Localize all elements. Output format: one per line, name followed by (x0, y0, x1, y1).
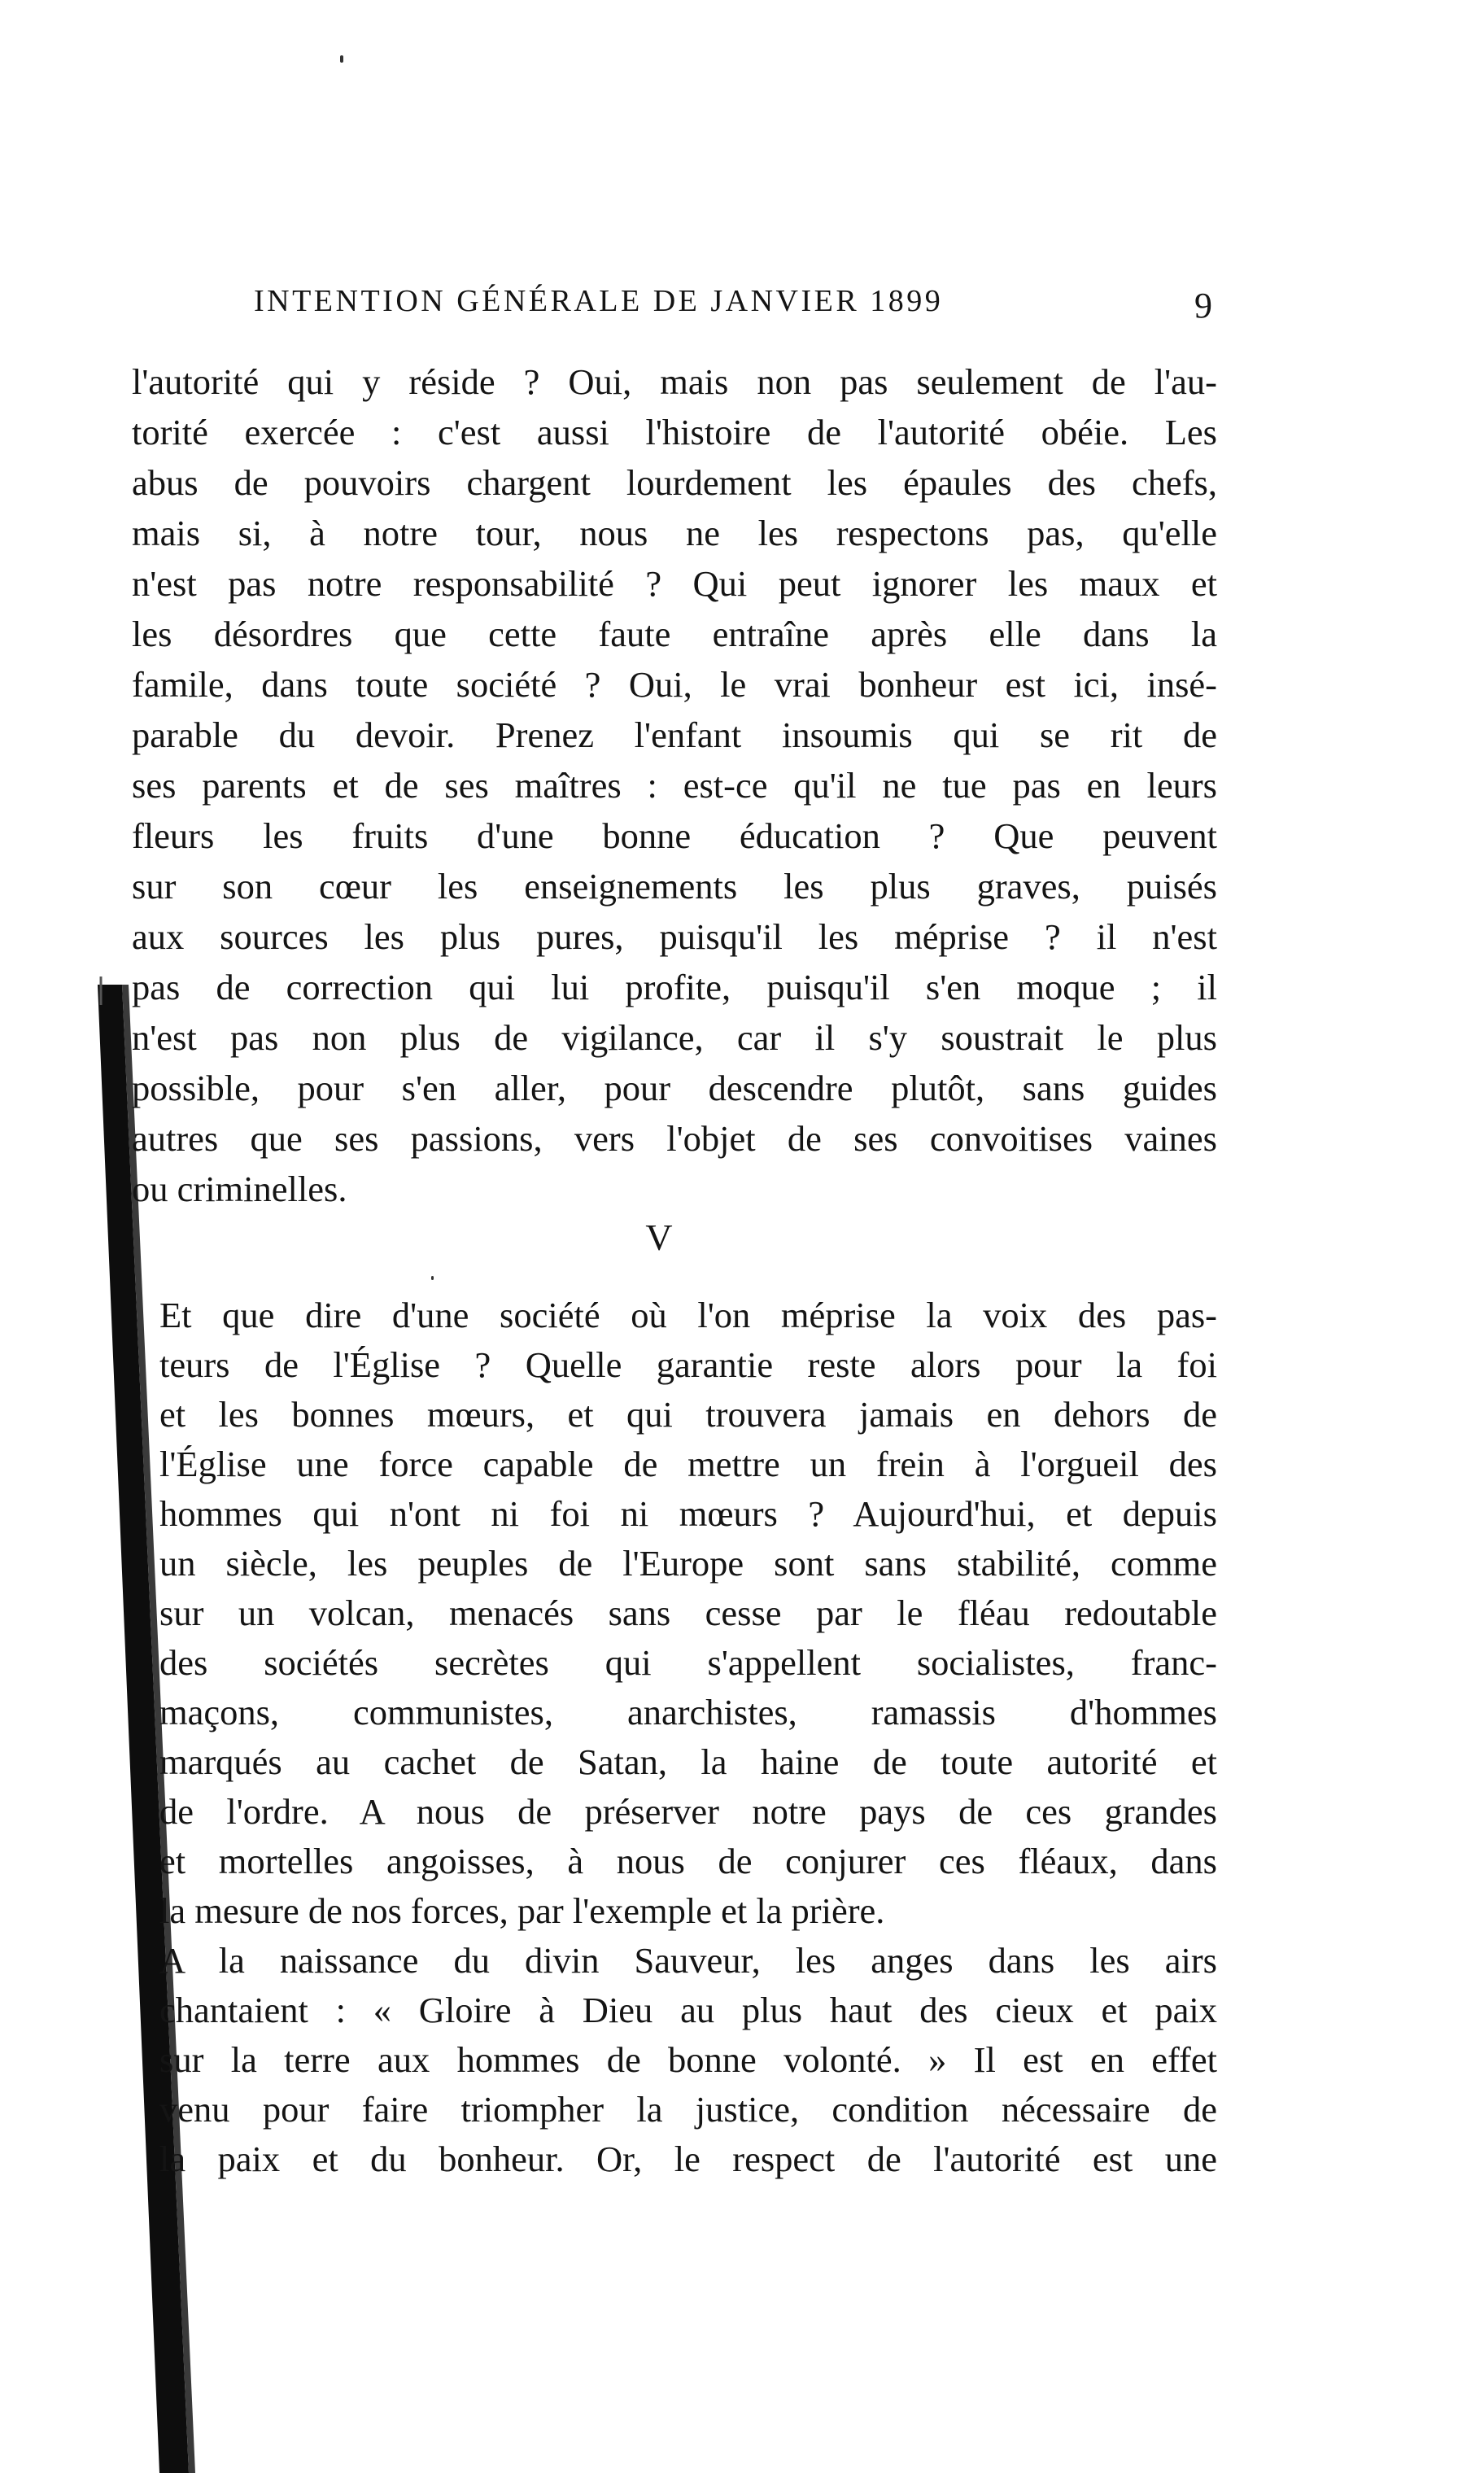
text-line: sur un volcan, menacés sans cesse par le fléau redoutable (159, 1593, 1217, 1633)
text-line: des sociétés secrètes qui s'appellent socialistes, franc- (159, 1642, 1217, 1683)
text-line: mais si, à notre tour, nous ne les respectons pas, qu'elle (132, 513, 1217, 553)
text-line: les désordres que cette faute entraîne après elle dans la (132, 614, 1217, 654)
text-line: abus de pouvoirs chargent lourdement les épaules des chefs, (132, 462, 1217, 503)
running-head: INTENTION GÉNÉRALE DE JANVIER 1899 (254, 284, 944, 318)
text-line: parable du devoir. Prenez l'enfant insoumis qui se rit de (132, 714, 1217, 755)
text-line: autres que ses passions, vers l'objet de ses convoitises vaines (132, 1118, 1217, 1159)
text-line: pas de correction qui lui profite, puisqu'il s'en moque ; il (132, 967, 1217, 1007)
text-line: sur son cœur les enseignements les plus graves, puisés (132, 866, 1217, 907)
text-line: ses parents et de ses maîtres : est-ce qu'il ne tue pas en leurs (132, 765, 1217, 806)
text-line: torité exercée : c'est aussi l'histoire de l'autorité obéie. Les (132, 412, 1217, 452)
paragraph (132, 356, 1217, 1214)
text-line: aux sources les plus pures, puisqu'il les méprise ? il n'est (132, 916, 1217, 957)
text-line: famile, dans toute société ? Oui, le vrai bonheur est ici, insé- (132, 664, 1217, 705)
text-line: Et que dire d'une société où l'on méprise la voix des pas- (159, 1295, 1217, 1335)
text-line: un siècle, les peuples de l'Europe sont sans stabilité, comme (159, 1543, 1217, 1584)
paper-speck (431, 1276, 434, 1280)
text-line: sur la terre aux hommes de bonne volonté. » Il est en effet (159, 2039, 1217, 2080)
text-line: ou criminelles. (132, 1169, 347, 1209)
text-line: marqués au cachet de Satan, la haine de toute autorité et (159, 1741, 1217, 1782)
text-line: n'est pas notre responsabilité ? Qui peut ignorer les maux et (132, 563, 1217, 604)
page-number: 9 (1194, 286, 1212, 326)
text-line: n'est pas non plus de vigilance, car il s'y soustrait le plus (132, 1017, 1217, 1058)
text-line: maçons, communistes, anarchistes, ramassis d'hommes (159, 1692, 1217, 1732)
text-line: et les bonnes mœurs, et qui trouvera jamais en dehors de (159, 1394, 1217, 1435)
text-line: chantaient : « Gloire à Dieu au plus haut des cieux et paix (159, 1990, 1217, 2030)
text-line: et mortelles angoisses, à nous de conjurer ces fléaux, dans (159, 1841, 1217, 1881)
section-heading: V (645, 1217, 673, 1258)
text-line: la mesure de nos forces, par l'exemple et la prière. (159, 1890, 885, 1931)
text-line: la paix et du bonheur. Or, le respect de l'autorité est une (159, 2139, 1217, 2179)
paragraph (159, 1291, 1217, 2184)
text-line: possible, pour s'en aller, pour descendre plutôt, sans guides (132, 1068, 1217, 1108)
text-line: venu pour faire triompher la justice, condition nécessaire de (159, 2089, 1217, 2130)
text-line: teurs de l'Église ? Quelle garantie reste alors pour la foi (159, 1344, 1217, 1385)
text-line: A la naissance du divin Sauveur, les anges dans les airs (159, 1940, 1217, 1981)
text-line: l'autorité qui y réside ? Oui, mais non pas seulement de l'au- (132, 361, 1217, 402)
text-line: l'Église une force capable de mettre un frein à l'orgueil des (159, 1444, 1217, 1484)
text-line: hommes qui n'ont ni foi ni mœurs ? Aujourd'hui, et depuis (159, 1493, 1217, 1534)
text-line: de l'ordre. A nous de préserver notre pays de ces grandes (159, 1791, 1217, 1832)
paper-speck (340, 55, 343, 63)
text-line: fleurs les fruits d'une bonne éducation ? Que peuvent (132, 815, 1217, 856)
